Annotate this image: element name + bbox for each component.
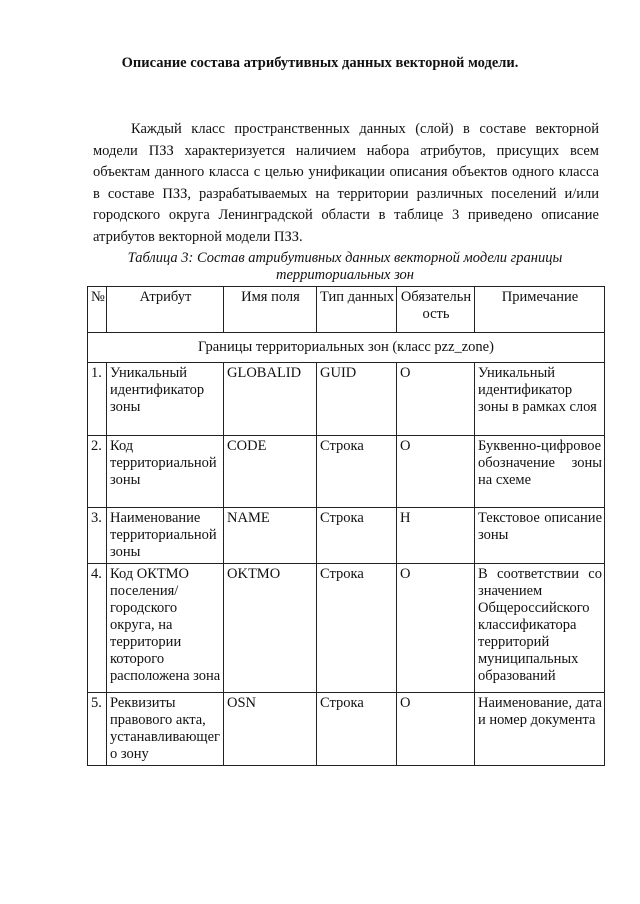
cell-field-name: OSN xyxy=(224,693,317,766)
cell-data-type: Строка xyxy=(317,564,397,693)
header-note: Примечание xyxy=(475,287,605,333)
section-row xyxy=(88,333,605,363)
cell-attribute: Реквизиты правового акта, устанавливающего зону xyxy=(107,693,224,766)
cell-field-name: OKTMO xyxy=(224,564,317,693)
header-required: Обязательн ость xyxy=(397,287,475,333)
table-row xyxy=(88,436,605,508)
cell-field-name: GLOBALID xyxy=(224,363,317,436)
cell-num: 2. xyxy=(88,436,107,508)
cell-note: Буквенно-цифровое обозначение зоны на схеме xyxy=(475,436,605,508)
table-row xyxy=(88,564,605,693)
header-attribute: Атрибут xyxy=(107,287,224,333)
cell-attribute: Код ОКТМО поселения/городского округа, на территории которого расположена зона xyxy=(107,564,224,693)
attribute-table xyxy=(87,286,605,766)
cell-note: Наименование, дата и номер документа xyxy=(475,693,605,766)
cell-required: О xyxy=(397,693,475,766)
table-row xyxy=(88,363,605,436)
section-title: Границы территориальных зон (класс pzz_zone) xyxy=(88,333,605,363)
cell-num: 3. xyxy=(88,508,107,564)
cell-data-type: Строка xyxy=(317,693,397,766)
cell-note: Уникальный идентификатор зоны в рамках слоя xyxy=(475,363,605,436)
cell-attribute: Уникальный идентификатор зоны xyxy=(107,363,224,436)
header-data-type: Тип данных xyxy=(317,287,397,333)
cell-note: В соответствии со значением Общероссийского классификатора территорий муниципальных образований xyxy=(475,564,605,693)
table-caption xyxy=(100,250,590,284)
cell-attribute: Код территориальной зоны xyxy=(107,436,224,508)
cell-required: О xyxy=(397,436,475,508)
cell-required: О xyxy=(397,363,475,436)
header-field-name: Имя поля xyxy=(224,287,317,333)
cell-field-name: CODE xyxy=(224,436,317,508)
table-caption-line1: Таблица 3: Состав атрибутивных данных векторной модели границы xyxy=(127,250,563,266)
cell-field-name: NAME xyxy=(224,508,317,564)
table-header-row xyxy=(88,287,605,333)
cell-num: 4. xyxy=(88,564,107,693)
header-num: № xyxy=(88,287,107,333)
cell-required: Н xyxy=(397,508,475,564)
cell-data-type: Строка xyxy=(317,508,397,564)
table-row xyxy=(88,693,605,766)
intro-paragraph: Каждый класс пространственных данных (слой) в составе векторной модели ПЗЗ характеризуется наличием набора атрибутов, присущих всем объектам данного класса с целью унификации описания объектов одного класса в составе ПЗЗ, разрабатываемых на территории различных поселений и/или городского округа Ленинградской области в таблице 3 приведено описание атрибутов векторной модели ПЗЗ. xyxy=(93,121,599,245)
document-title: Описание состава атрибутивных данных векторной модели. xyxy=(121,55,519,71)
cell-attribute: Наименование территориальной зоны xyxy=(107,508,224,564)
cell-num: 1. xyxy=(88,363,107,436)
table-row xyxy=(88,508,605,564)
table-caption-line2: территориальных зон xyxy=(275,267,415,283)
cell-num: 5. xyxy=(88,693,107,766)
cell-note: Текстовое описание зоны xyxy=(475,508,605,564)
cell-data-type: GUID xyxy=(317,363,397,436)
cell-required: О xyxy=(397,564,475,693)
cell-data-type: Строка xyxy=(317,436,397,508)
